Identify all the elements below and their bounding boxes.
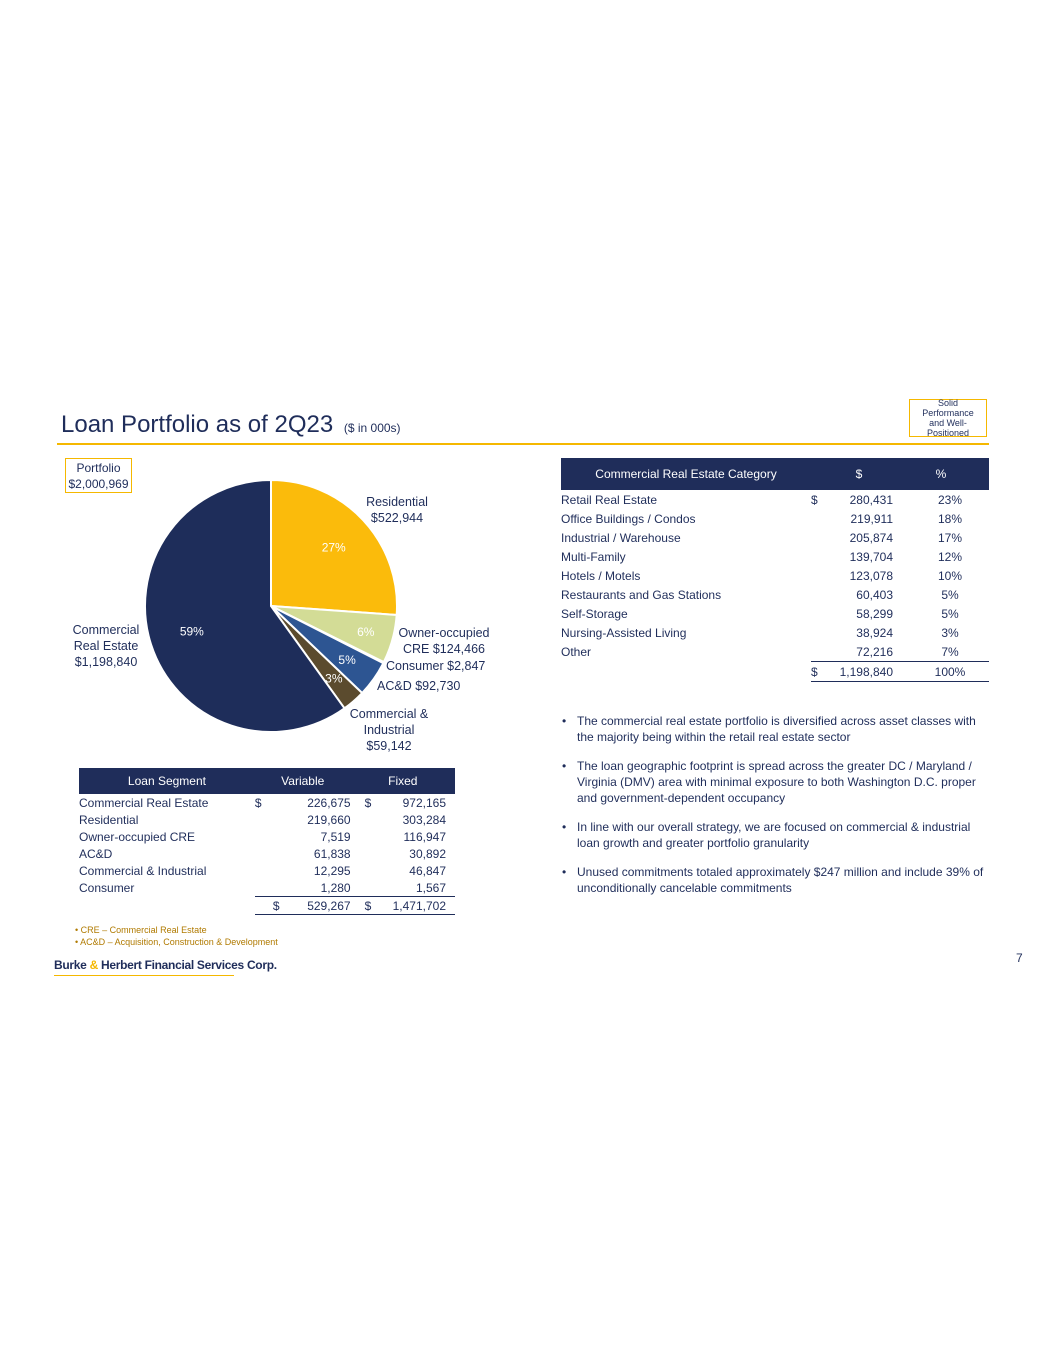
fixed-dollar-sign: $ xyxy=(364,795,372,810)
segment-name: AC&D xyxy=(79,846,113,861)
cre-dollar-sign xyxy=(811,509,825,528)
footnote-acd: • AC&D – Acquisition, Construction & Development xyxy=(75,937,278,947)
portfolio-value: $2,000,969 xyxy=(68,477,129,491)
pie-pct-label: 27% xyxy=(321,540,346,555)
variable-amount: 7,519 xyxy=(320,829,351,844)
cre-amount: 72,216 xyxy=(856,644,893,659)
cre-amount: 60,403 xyxy=(856,587,893,602)
cre-table-row xyxy=(561,528,989,547)
cre-total-dollar-sign: $ xyxy=(811,662,825,682)
cre-total-pct: 100% xyxy=(893,662,989,682)
cre-category: Industrial / Warehouse xyxy=(561,530,681,545)
variable-dollar-sign xyxy=(255,811,280,828)
fixed-dollar-sign xyxy=(351,879,372,897)
bullet-item: • The commercial real estate portfolio is diversified across asset classes with the majority being within the retail real estate sector xyxy=(562,713,987,745)
pie-pct-label: 5% xyxy=(338,652,356,667)
title-text: Loan Portfolio as of 2Q23 xyxy=(61,411,334,438)
seg-header-fixed: Fixed xyxy=(351,768,455,794)
cre-header-category: Commercial Real Estate Category xyxy=(561,458,811,490)
pie-pct-label: 3% xyxy=(325,671,343,686)
segment-table-row xyxy=(79,862,455,879)
bullet-item: • Unused commitments totaled approximately $247 million and include 39% of unconditionally cancelable commitments xyxy=(562,864,987,896)
cre-pct: 12% xyxy=(937,549,963,564)
fixed-dollar-sign xyxy=(351,862,372,879)
cre-amount: 205,874 xyxy=(849,530,893,545)
variable-total-amount: 529,267 xyxy=(280,897,351,915)
segment-name: Owner-occupied CRE xyxy=(79,829,196,844)
cre-table-row xyxy=(561,623,989,642)
variable-dollar-sign xyxy=(255,879,280,897)
fixed-dollar-sign xyxy=(351,811,372,828)
segment-table-row xyxy=(79,811,455,828)
variable-amount: 219,660 xyxy=(307,812,351,827)
fixed-amount: 46,847 xyxy=(409,863,446,878)
variable-dollar-sign xyxy=(255,845,280,862)
cre-amount: 58,299 xyxy=(856,606,893,621)
cre-dollar-sign: $ xyxy=(811,492,818,507)
pie-pct-label: 59% xyxy=(179,624,204,639)
fixed-total-dollar-sign: $ xyxy=(351,897,372,915)
cre-pct: 3% xyxy=(941,625,959,640)
fixed-total-amount: 1,471,702 xyxy=(371,897,455,915)
variable-total-dollar-sign: $ xyxy=(255,897,280,915)
cre-category: Other xyxy=(561,644,592,659)
segment-total-row xyxy=(79,897,455,915)
cre-dollar-sign xyxy=(811,528,825,547)
cre-dollar-sign xyxy=(811,623,825,642)
cre-dollar-sign xyxy=(811,566,825,585)
label-consumer: Consumer $2,847 xyxy=(386,659,486,673)
label-residential: Residential $522,944 xyxy=(366,495,428,525)
bullet-item: • The loan geographic footprint is spread across the greater DC / Maryland / Virginia (DMV) area with minimal exposure to both Washington D.C. proper and government-dependent occupancy xyxy=(562,758,987,806)
key-points xyxy=(562,713,987,909)
seg-header-segment: Loan Segment xyxy=(79,768,255,794)
cre-pct: 18% xyxy=(937,511,963,526)
loan-segment-table xyxy=(79,768,455,915)
cre-amount: 219,911 xyxy=(850,511,893,526)
cre-category: Restaurants and Gas Stations xyxy=(561,587,722,602)
fixed-amount: 1,567 xyxy=(415,880,446,895)
cre-category: Retail Real Estate xyxy=(561,492,658,507)
cre-total-amount: 1,198,840 xyxy=(825,662,893,682)
cre-pct: 10% xyxy=(937,568,963,583)
fixed-amount: 303,284 xyxy=(402,812,446,827)
label-commercial-industrial: Commercial & Industrial $59,142 xyxy=(349,707,429,753)
company-logo: Burke & Herbert Financial Services Corp. xyxy=(54,958,277,972)
cre-amount: 139,704 xyxy=(849,549,893,564)
cre-header-pct: % xyxy=(893,458,989,490)
cre-category: Self-Storage xyxy=(561,606,628,621)
cre-total-row xyxy=(561,662,989,682)
cre-table-row xyxy=(561,604,989,623)
cre-category-table xyxy=(561,458,989,682)
pie-pct-label: 6% xyxy=(357,624,375,639)
cre-category: Hotels / Motels xyxy=(561,568,641,583)
label-commercial-real-estate: Commercial Real Estate $1,198,840 xyxy=(72,623,140,669)
cre-pct: 5% xyxy=(941,606,959,621)
segment-name: Commercial & Industrial xyxy=(79,863,207,878)
section-badge: Solid Performance and Well-Positioned xyxy=(909,399,987,437)
cre-table-row xyxy=(561,509,989,528)
cre-category: Nursing-Assisted Living xyxy=(561,625,687,640)
variable-amount: 1,280 xyxy=(320,880,351,895)
cre-pct: 23% xyxy=(937,492,963,507)
portfolio-label: Portfolio xyxy=(76,461,121,475)
cre-table-row xyxy=(561,585,989,604)
segment-name: Residential xyxy=(79,812,139,827)
fixed-dollar-sign xyxy=(351,845,372,862)
fixed-dollar-sign xyxy=(351,828,372,845)
cre-amount: 280,431 xyxy=(849,492,893,507)
segment-table-row xyxy=(79,879,455,897)
cre-pct: 7% xyxy=(941,644,959,659)
page-number: 7 xyxy=(1016,951,1023,965)
cre-amount: 123,078 xyxy=(849,568,893,583)
fixed-amount: 30,892 xyxy=(409,846,446,861)
fixed-amount: 972,165 xyxy=(402,795,446,810)
cre-dollar-sign xyxy=(811,642,825,662)
segment-table-row xyxy=(79,845,455,862)
cre-pct: 5% xyxy=(941,587,959,602)
cre-table-row xyxy=(561,547,989,566)
variable-dollar-sign xyxy=(255,862,280,879)
variable-dollar-sign xyxy=(255,828,280,845)
cre-dollar-sign xyxy=(811,547,825,566)
label-owner-occupied-cre: Owner-occupied CRE $124,466 xyxy=(398,626,490,656)
logo-underline xyxy=(54,975,234,976)
segment-name: Consumer xyxy=(79,880,135,895)
variable-dollar-sign: $ xyxy=(254,795,262,810)
bullet-item: • In line with our overall strategy, we are focused on commercial & industrial loan growth and greater portfolio granularity xyxy=(562,819,987,851)
footnote-cre: • CRE – Commercial Real Estate xyxy=(75,925,207,935)
segment-table-row xyxy=(79,794,455,811)
cre-pct: 17% xyxy=(937,530,963,545)
cre-table-row xyxy=(561,642,989,662)
segment-name: Commercial Real Estate xyxy=(79,795,209,810)
cre-header-dollar: $ xyxy=(811,458,893,490)
title-unit: ($ in 000s) xyxy=(343,421,401,435)
segment-table-row xyxy=(79,828,455,845)
seg-header-variable: Variable xyxy=(255,768,351,794)
variable-amount: 226,675 xyxy=(307,795,351,810)
fixed-amount: 116,947 xyxy=(403,829,446,844)
variable-amount: 12,295 xyxy=(313,863,351,878)
cre-dollar-sign xyxy=(811,604,825,623)
cre-table-row xyxy=(561,490,989,509)
cre-category: Office Buildings / Condos xyxy=(561,511,696,526)
variable-amount: 61,838 xyxy=(313,846,351,861)
label-acd: AC&D $92,730 xyxy=(377,679,461,693)
cre-dollar-sign xyxy=(811,585,825,604)
cre-amount: 38,924 xyxy=(856,625,893,640)
cre-table-row xyxy=(561,566,989,585)
cre-category: Multi-Family xyxy=(561,549,626,564)
